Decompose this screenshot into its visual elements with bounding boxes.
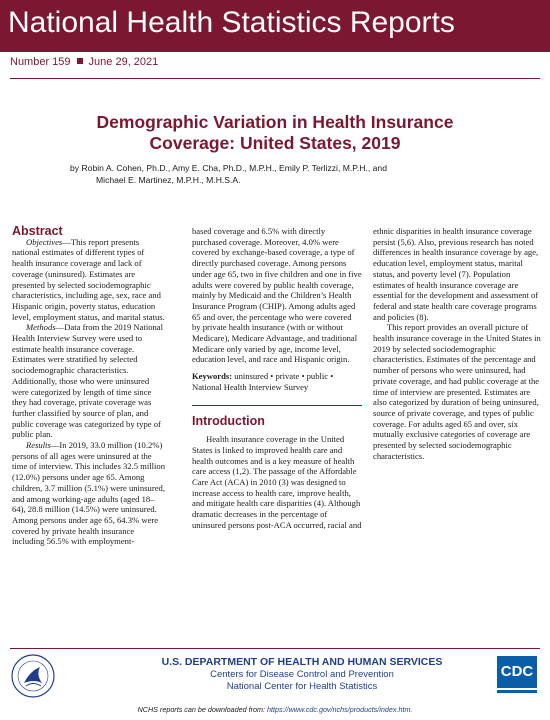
hhs-seal-icon <box>10 653 56 699</box>
download-label: NCHS reports can be downloaded from: <box>137 705 266 714</box>
results-lead: Results <box>26 440 51 451</box>
report-title-line-1: Demographic Variation in Health Insurance <box>96 112 454 132</box>
footer-divider <box>10 648 540 649</box>
methods-paragraph <box>12 322 167 440</box>
author-list <box>70 162 490 186</box>
author-line-1: by Robin A. Cohen, Ph.D., Amy E. Cha, Ph.D., M.P.H., Emily P. Terlizzi, M.P.H., and <box>70 163 387 173</box>
hhs-agency-block <box>112 656 492 692</box>
objectives-text: —This report presents national estimates of different types of health insurance coverage and lack of coverage (uninsured). Estimates are presented by selected sociodemographic characteristics, including age, sex, race and Hispanic origin, poverty status, education level, employment status, and marital status. <box>12 236 165 322</box>
cdc-name: Centers for Disease Control and Prevention <box>210 669 394 680</box>
author-line-2: Michael E. Martinez, M.P.H., M.H.S.A. <box>96 175 241 185</box>
masthead <box>0 0 550 52</box>
issue-date: June 29, 2021 <box>88 56 159 68</box>
masthead-title: National Health Statistics Reports <box>8 6 455 39</box>
methods-text: —Data from the 2019 National Health Interview Survey were used to estimate health insurance coverage. Estimates were stratified by selected sociodemographic characteristics. Additionally, those who were uninsured were categorized by length of time since they had coverage, private coverage was further classified by source of plan, and public coverage was categorized by type of public plan. <box>12 322 164 440</box>
introduction-heading: Introduction <box>192 413 265 428</box>
results-text: —In 2019, 33.0 million (10.2%) persons of all ages were uninsured at the time of interview. This includes 32.5 million (12.0%) persons under age 65. Among children, 3.7 million (5.1%) were uninsured, and among working-age adults (aged 18–64), 28.8 million (14.5%) were uninsured. Among persons under age 65, 64.3% were covered by private health insurance including 56.5% with employment- <box>12 440 165 547</box>
keywords-text: uninsured • private • public • National Health Interview Survey <box>192 371 334 392</box>
abstract-heading: Abstract <box>12 224 63 238</box>
objectives-paragraph <box>12 237 167 323</box>
issue-number: Number 159 <box>10 56 71 68</box>
header-divider <box>10 78 540 79</box>
download-line <box>0 705 550 714</box>
hhs-department: U.S. DEPARTMENT OF HEALTH AND HUMAN SERVICES <box>161 656 443 668</box>
introduction-paragraph-1: Health insurance coverage in the United States is linked to improved health care and health outcomes and is a key measure of health care access (1,2). The passage of the Affordable Care Act (ACA) in 2010 (3) was designed to increase access to health care, improve health, and mitigate health care disparities (4). Although dramatic decreases in the percentage of uninsured persons post-ACA occurred, racial and <box>192 434 362 530</box>
results-continued: based coverage and 6.5% with directly purchased coverage. Moreover, 4.0% were covered by exchange-based coverage, a type of directly purchased coverage. Among persons under age 65, two in five children and one in five adults were covered by public health coverage, mainly by Medicaid and the Children’s Health Insurance Program (CHIP). Among adults aged 65 and over, the percentage who were covered by private health insurance (with or without Medicare), Medicare Advantage, and traditional Medicare only varied by age, income level, education level, and race and Hispanic origin. <box>192 226 362 365</box>
column-1 <box>12 226 167 547</box>
methods-lead: Methods <box>26 322 56 333</box>
introduction-paragraph-2: This report provides an overall picture of health insurance coverage in the United States in 2019 by selected sociodemographic characteristics. Estimates of the percentage and number of persons who were uninsured, had private coverage, and had public coverage at the time of interview are presented. Estimates are also categorized by duration of being uninsured, source of private coverage, and types of public coverage. For adults aged 65 and over, six mutually exclusive categories of coverage are presented by selected sociodemographic characteristics. <box>373 322 541 461</box>
column-2 <box>192 226 362 531</box>
column-3 <box>373 226 543 461</box>
cdc-logo: CDC <box>497 656 537 688</box>
abstract-divider <box>192 405 362 406</box>
square-bullet-icon <box>77 58 83 64</box>
keywords <box>192 371 362 392</box>
download-link[interactable]: https://www.cdc.gov/nchs/products/index.htm. <box>267 705 413 714</box>
report-title-line-2: Coverage: United States, 2019 <box>149 133 401 153</box>
report-title <box>40 112 510 154</box>
introduction-continued: ethnic disparities in health insurance coverage persist (5,6). Also, previous research has noted differences in health insurance coverage by age, education level, employment status, marital status, and poverty level (7). Population estimates of health insurance coverage are essential for the development and assessment of federal and state health care coverage programs and policies (8). <box>373 226 539 322</box>
nchs-name: National Center for Health Statistics <box>226 680 378 692</box>
objectives-lead: Objectives <box>26 236 63 247</box>
keywords-label: Keywords: <box>192 371 233 382</box>
issue-line <box>10 56 158 68</box>
results-paragraph <box>12 440 167 547</box>
